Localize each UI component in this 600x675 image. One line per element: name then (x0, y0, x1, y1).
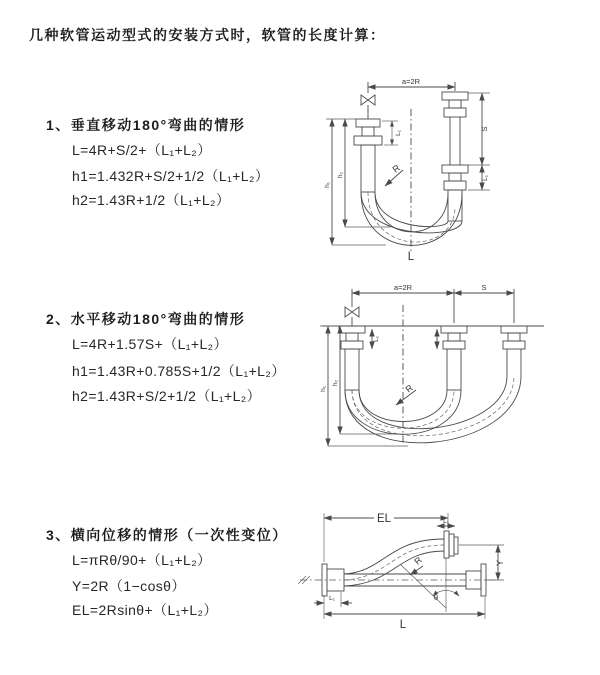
dimension-h1 (324, 119, 386, 245)
hose-u-bends (345, 376, 521, 443)
middle-fitting (441, 326, 467, 390)
page-title: 几种软管运动型式的安装方式时，软管的长度计算： (29, 27, 386, 43)
angle-construction (400, 558, 459, 612)
dimension-l1-left (382, 121, 402, 145)
section-2-formula-l: L=4R+1.57S+（L₁+L₂） (72, 336, 228, 352)
section-3-formula-y: Y=2R（1−cosθ） (72, 578, 186, 594)
section-3-heading: 3、横向位移的情形（一次性变位） (46, 527, 288, 543)
right-fitting (501, 326, 527, 376)
diagram-horizontal-180-bend (304, 281, 562, 456)
section-1-formula-h2: h2=1.43R+1/2（L₁+L₂） (72, 192, 231, 208)
displaced-hose (344, 539, 444, 586)
radius-callout (385, 162, 403, 186)
section-2-formula-h2: h2=1.43R+S/2+1/2（L₁+L₂） (72, 388, 262, 404)
dim-label-l: L (399, 619, 407, 631)
left-fitting (339, 326, 365, 390)
dim-label-l1-bottom: L₁ (329, 595, 335, 602)
dimension-el (324, 513, 448, 562)
dimension-l1-bottom (314, 592, 352, 607)
dimension-l1-top (437, 518, 455, 526)
right-fitting-lower (442, 165, 468, 221)
dim-label-h1: h₁ (320, 386, 327, 392)
dim-label-s: S (481, 283, 487, 292)
dimension-l1-right (468, 165, 490, 190)
left-fitting (354, 119, 382, 192)
dim-label-h2: h₂ (337, 171, 344, 179)
dim-label-r: R (390, 162, 402, 175)
section-1-heading: 1、垂直移动180°弯曲的情形 (46, 117, 246, 133)
dim-label-l1-right: L₁ (482, 175, 489, 181)
valve-icon (361, 95, 375, 119)
section-3-formula-el: EL=2Rsinθ+（L₁+L₂） (72, 602, 218, 618)
dimension-l (324, 595, 485, 631)
section-2-heading: 2、水平移动180°弯曲的情形 (46, 311, 246, 327)
section-3-formula-l: L=πRθ/90+（L₁+L₂） (72, 552, 212, 568)
dim-label-l1: L₁ (373, 336, 380, 342)
diagram-vertical-180-bend (308, 73, 520, 263)
dim-label-s: S (480, 126, 489, 132)
hose-u-bend (361, 192, 462, 245)
dim-label-r: R (403, 382, 415, 395)
dim-label-h2: h₂ (332, 379, 339, 387)
top-right-fitting (444, 531, 458, 558)
dim-label-r: R (412, 554, 424, 567)
dim-label-a2r: a=2R (393, 283, 413, 292)
diagram-lateral-displacement (296, 500, 600, 632)
dim-label-h1: h₁ (324, 182, 331, 188)
dimension-a2r (352, 283, 514, 323)
dim-label-l1-top: L₁ (443, 518, 449, 525)
section-1-formula-l: L=4R+S/2+（L₁+L₂） (72, 142, 212, 158)
dim-label-theta: θ (433, 593, 439, 602)
dimension-s (468, 93, 490, 165)
dimension-h2 (332, 326, 400, 434)
radius-callout (396, 382, 416, 405)
dim-label-l1-left: L₁ (395, 130, 402, 136)
dim-label-y: Y (495, 559, 505, 567)
dimension-l1 (372, 329, 437, 349)
valve-icon (345, 307, 359, 326)
dim-label-a2r: a=2R (401, 77, 421, 86)
dimension-a2r (368, 77, 455, 93)
dim-label-l: L (407, 251, 415, 263)
dim-label-el: EL (376, 513, 392, 525)
section-2-formula-h1: h1=1.43R+0.785S+1/2（L₁+L₂） (72, 363, 286, 379)
section-1-formula-h1: h1=1.432R+S/2+1/2（L₁+L₂） (72, 168, 270, 184)
right-fitting-upper (442, 92, 468, 165)
